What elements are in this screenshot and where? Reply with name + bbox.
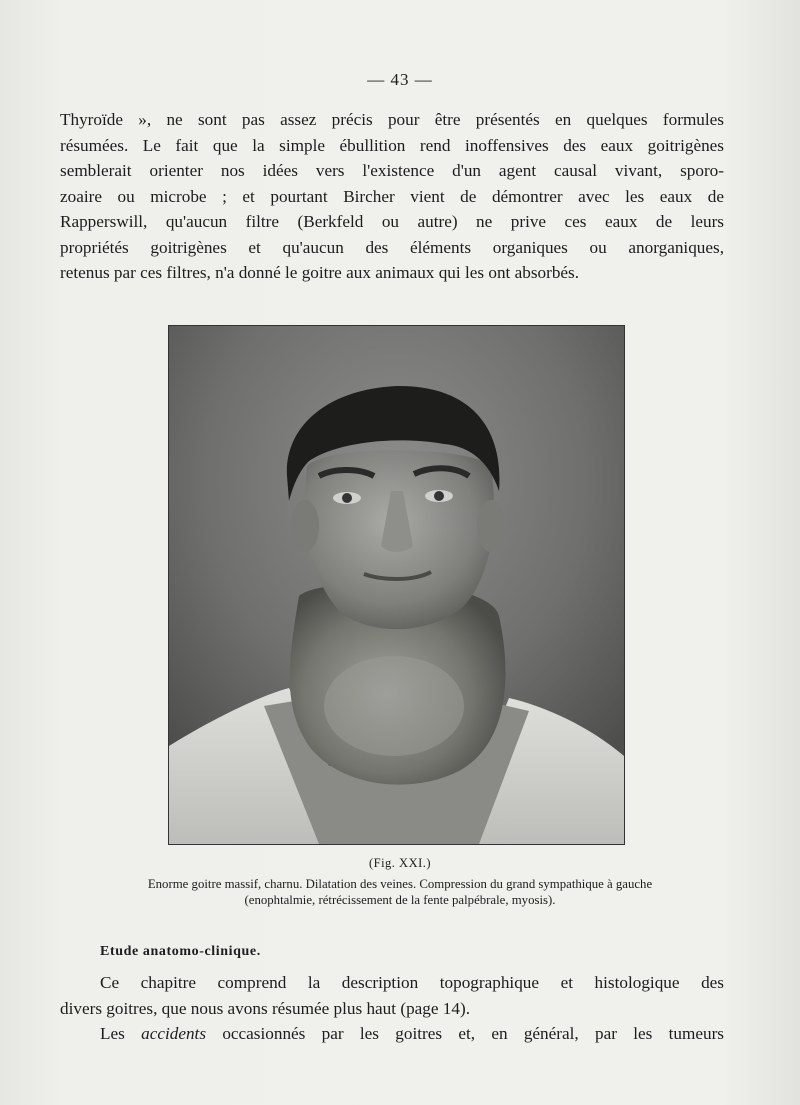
section-title: Etude anatomo-clinique. xyxy=(100,944,261,959)
caption-line: Enorme goitre massif, charnu. Dilatation des veines. Compression du grand sympathique à gauche xyxy=(147,877,653,891)
text-line: zoaire ou microbe ; et pourtant Bircher vient de démontrer avec les eaux de xyxy=(60,186,724,206)
paragraph-1 xyxy=(60,107,724,286)
text-line: Rapperswill, qu'aucun filtre (Berkfeld ou autre) ne prive ces eaux de leurs xyxy=(60,212,724,231)
text-segment: occasionnés par les goitres et, en général, par les tumeurs xyxy=(206,1024,724,1043)
text-line: résumées. Le fait que la simple ébullition rend inoffensives des eaux goitrigènes xyxy=(60,135,724,155)
figure-label: (Fig. XXI.) xyxy=(368,856,432,870)
text-line: Ce chapitre comprend la description topographique et histologique des xyxy=(100,973,724,992)
goitre-portrait-image xyxy=(169,326,624,844)
text-segment: Les xyxy=(100,1024,142,1043)
caption-line: (enophtalmie, rétrécissement de la fente palpébrale, myosis). xyxy=(244,893,556,907)
figure-caption xyxy=(55,876,745,908)
text-line: Thyroïde », ne sont pas assez précis pour être présentés en quelques formules xyxy=(60,110,724,129)
patient-photograph xyxy=(168,325,625,845)
text-line: retenus par ces filtres, n'a donné le goitre aux animaux qui les ont absorbés. xyxy=(60,263,580,282)
emphasized-word: accidents xyxy=(141,1024,207,1043)
text-line: divers goitres, que nous avons résumée plus haut (page 14). xyxy=(60,998,471,1018)
text-line xyxy=(60,1021,724,1047)
paragraph-2 xyxy=(60,970,724,1047)
page-number: — 43 — xyxy=(367,70,433,89)
text-line: semblerait orienter nos idées vers l'existence d'un agent causal vivant, sporo- xyxy=(60,161,724,180)
text-line: propriétés goitrigènes et qu'aucun des éléments organiques ou anorganiques, xyxy=(60,237,724,257)
